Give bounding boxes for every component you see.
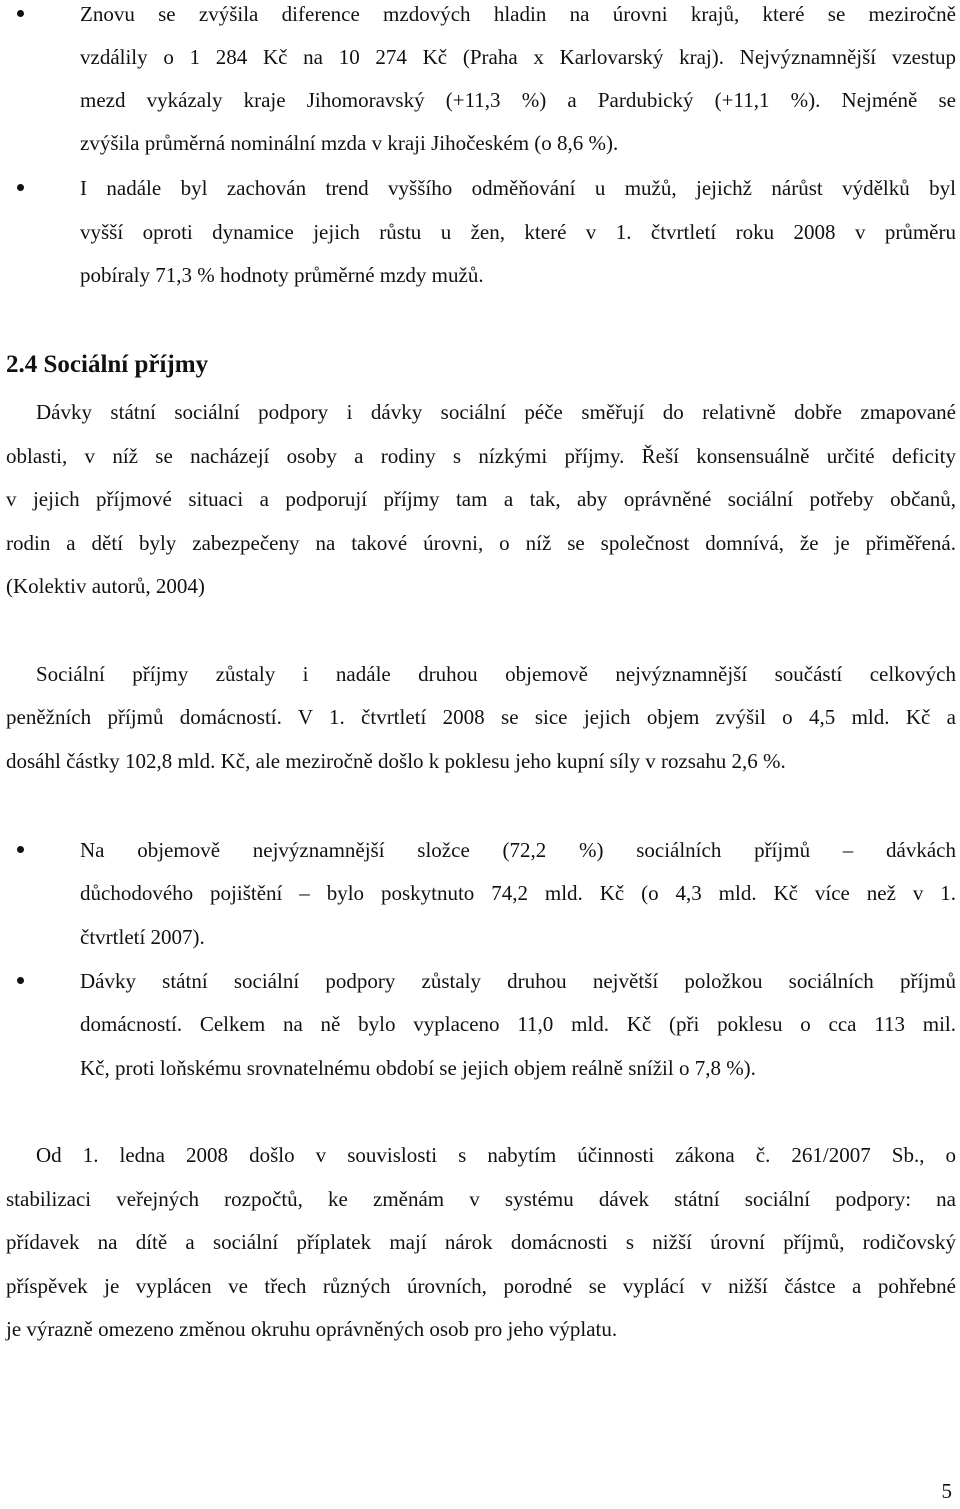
text-line: důchodového pojištění – bylo poskytnuto 74,2 mld. Kč (o 4,3 mld. Kč více než v 1.: [80, 881, 956, 905]
text-line: stabilizaci veřejných rozpočtů, ke změnám v systému dávek státní sociální podpory: na: [6, 1187, 956, 1211]
text-line: přídavek na dítě a sociální příplatek mají nárok domácnosti s nižší úrovní příjmů, rodičovský: [6, 1230, 956, 1254]
text-line: zvýšila průměrná nominální mzda v kraji Jihočeském (o 8,6 %).: [80, 131, 619, 155]
text-line: mezd vykázaly kraje Jihomoravský (+11,3 %) a Pardubický (+11,1 %). Nejméně se: [80, 88, 956, 112]
bullet-dot-icon: [17, 846, 24, 853]
bullet-dot-icon: [17, 977, 24, 984]
section-heading: 2.4 Sociální příjmy: [6, 351, 209, 378]
text-line: oblasti, v níž se nacházejí osoby a rodiny s nízkými příjmy. Řeší konsensuálně určité deficity: [6, 444, 956, 468]
page-number: 5: [941, 1479, 952, 1503]
text-line: čtvrtletí 2007).: [80, 925, 205, 949]
text-line: pobíraly 71,3 % hodnoty průměrné mzdy mužů.: [80, 263, 484, 287]
text-line: Znovu se zvýšila diference mzdových hladin na úrovni krajů, které se meziročně: [80, 2, 956, 26]
text-line: I nadále byl zachován trend vyššího odměňování u mužů, jejichž nárůst výdělků byl: [80, 176, 956, 200]
text-line: vyšší oproti dynamice jejich růstu u žen, které v 1. čtvrtletí roku 2008 v průměru: [80, 220, 956, 244]
text-line: (Kolektiv autorů, 2004): [6, 574, 205, 598]
text-line: Dávky státní sociální podpory i dávky sociální péče směřují do relativně dobře zmapované: [36, 400, 956, 424]
text-line: domácností. Celkem na ně bylo vyplaceno 11,0 mld. Kč (při poklesu o cca 113 mil.: [80, 1012, 956, 1036]
text-line: je výrazně omezeno změnou okruhu oprávněných osob pro jeho výplatu.: [6, 1317, 618, 1341]
text-line: rodin a dětí byly zabezpečeny na takové úrovni, o níž se společnost domnívá, že je přiměřená.: [6, 531, 956, 555]
text-line: Na objemově nejvýznamnější složce (72,2 %) sociálních příjmů – dávkách: [80, 838, 956, 862]
text-line: peněžních příjmů domácností. V 1. čtvrtletí 2008 se sice jejich objem zvýšil o 4,5 mld. Kč a: [6, 705, 956, 729]
text-line: dosáhl částky 102,8 mld. Kč, ale meziročně došlo k poklesu jeho kupní síly v rozsahu 2,6 %.: [6, 749, 786, 773]
bullet-dot-icon: [17, 10, 24, 17]
text-line: vzdálily o 1 284 Kč na 10 274 Kč (Praha x Karlovarský kraj). Nejvýznamnější vzestup: [80, 45, 956, 69]
text-line: příspěvek je vyplácen ve třech různých úrovních, porodné se vyplácí v nižší částce a pohřebné: [6, 1274, 956, 1298]
text-line: Dávky státní sociální podpory zůstaly druhou největší položkou sociálních příjmů: [80, 969, 956, 993]
bullet-dot-icon: [17, 184, 24, 191]
text-line: Sociální příjmy zůstaly i nadále druhou objemově nejvýznamnější součástí celkových: [36, 662, 956, 686]
text-line: v jejich příjmové situaci a podporují příjmy tam a tak, aby oprávněné sociální potřeby občanů,: [6, 487, 956, 511]
text-line: Kč, proti loňskému srovnatelnému období se jejich objem reálně snížil o 7,8 %).: [80, 1056, 756, 1080]
text-line: Od 1. ledna 2008 došlo v souvislosti s nabytím účinnosti zákona č. 261/2007 Sb., o: [36, 1143, 956, 1167]
